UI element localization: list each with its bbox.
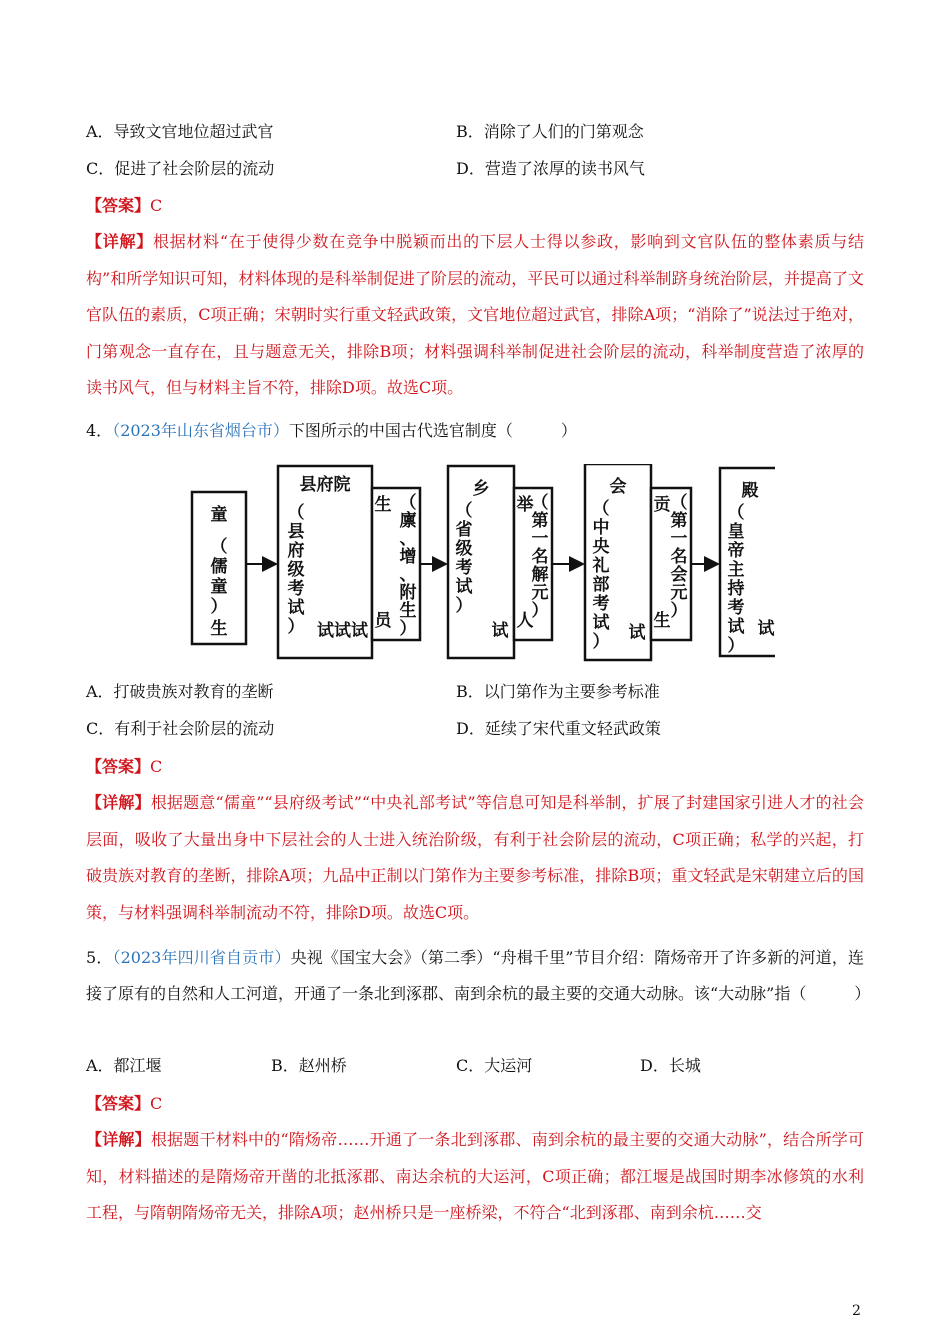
- result-sub-label: 第: [531, 511, 549, 531]
- box-sub-label: 儒: [210, 557, 228, 577]
- result-end-label: 生: [653, 611, 671, 631]
- result-sub-label: 廪: [399, 511, 417, 531]
- result-sub-label: 增: [399, 547, 417, 567]
- q5-option-c: C．大运河: [456, 1056, 533, 1075]
- q5-option-b: B．赵州桥: [271, 1056, 347, 1075]
- box-sub-label: ）: [287, 617, 305, 637]
- answer-tag: 【答案】: [86, 1094, 151, 1113]
- result-sub-label: 附: [399, 583, 417, 603]
- result-sub-label: 生: [399, 601, 417, 621]
- box-sub-label: 考: [727, 598, 745, 618]
- detail-text: 根据题干材料中的“隋炀帝……开通了一条北到涿郡、南到余杭的最主要的交通大动脉”，结合所学可知，材料描述的是隋炀帝开凿的北抵涿郡、南达余杭的大运河，C项正确；都江堰是战国时期李冰修筑的水利工程，与隋朝隋炀帝无关，排除A项；赵州桥只是一座桥梁，不符合“北到涿郡、南到余杭……交: [86, 1130, 864, 1222]
- box-sub-label: ）: [455, 596, 473, 616]
- answer-tag: 【答案】: [86, 196, 151, 215]
- result-sub-label: ）: [531, 601, 549, 621]
- box-sub-label: 试: [592, 613, 610, 633]
- box-sub-label: 考: [592, 594, 610, 614]
- result-end-label: 人: [516, 611, 534, 631]
- box-main-label: 殿: [741, 481, 759, 501]
- q3-answer: [86, 196, 162, 216]
- result-sub-label: 解: [531, 565, 549, 585]
- q5-answer: [86, 1094, 162, 1114]
- q5-number: 5．: [86, 948, 113, 967]
- result-sub-label: （: [670, 493, 688, 513]
- q4-stem-text: 下图所示的中国古代选官制度（ ）: [288, 421, 577, 440]
- result-main-label: 生: [374, 495, 392, 515]
- q4-option-a: A．打破贵族对教育的垄断: [86, 682, 274, 701]
- box-sub-label: （: [727, 503, 745, 523]
- result-main-label: 贡: [653, 495, 671, 515]
- answer-value: C: [150, 757, 163, 776]
- result-sub-label: （: [399, 493, 417, 513]
- result-sub-label: 元: [531, 583, 549, 603]
- box-sub-label: 试: [287, 598, 305, 618]
- box-end-label: 试: [491, 621, 509, 641]
- result-sub-label: ）: [399, 619, 417, 639]
- result-sub-label: ）: [670, 601, 688, 621]
- box-sub-label: 礼: [592, 556, 610, 576]
- result-sub-label: 一: [670, 529, 688, 549]
- box-sub-label: 级: [287, 560, 305, 580]
- result-sub-label: 一: [531, 529, 549, 549]
- answer-value: C: [150, 196, 163, 215]
- box-sub-label: 府: [287, 541, 305, 561]
- box-end-label: 试试试: [317, 621, 368, 641]
- box-sub-label: 持: [727, 579, 745, 599]
- answer-tag: 【答案】: [86, 757, 151, 776]
- result-sub-label: 、: [399, 565, 417, 585]
- box-sub-label: （: [455, 501, 473, 521]
- box-sub-label: 中: [592, 518, 610, 538]
- detail-tag: 【详解】: [86, 232, 153, 251]
- result-sub-label: 会: [670, 565, 688, 585]
- box-main-label: 县府院: [299, 475, 351, 495]
- q4-detail: [86, 785, 864, 931]
- q4-source: （2023年山东省烟台市）: [112, 421, 289, 440]
- box-main-label: 会: [609, 477, 627, 497]
- q4-number: 4．: [86, 421, 113, 440]
- q5-source: （2023年四川省自贡市）: [112, 948, 291, 967]
- detail-text: 根据题意“儒童”“县府级考试”“中央礼部考试”等信息可知是科举制，扩展了封建国家引进人才的社会层面，吸收了大量出身中下层社会的人士进入统治阶级，有利于社会阶层的流动，C项正确；私学的兴起，打破贵族对教育的垄断，排除A项；九品中正制以门第作为主要参考标准，排除B项；重文轻武是宋朝建立后的国策，与材料强调科举制流动不符，排除D项。故选C项。: [86, 793, 864, 922]
- q3-option-c: C．促进了社会阶层的流动: [86, 159, 275, 178]
- q3-option-d: D．营造了浓厚的读书风气: [456, 159, 645, 178]
- q3-option-b: B．消除了人们的门第观念: [456, 122, 644, 141]
- box-sub-label: 央: [592, 537, 610, 557]
- box-sub-label: ）: [210, 597, 228, 617]
- imperial-exam-flow-diagram: [190, 464, 775, 664]
- box-sub-label: 省: [455, 520, 473, 540]
- page-number: 2: [852, 1303, 861, 1319]
- box-end-label: 生: [210, 619, 228, 639]
- box-sub-label: ）: [727, 636, 745, 656]
- box-sub-label: 县: [287, 522, 305, 542]
- box-sub-label: （: [592, 499, 610, 519]
- box-sub-label: 帝: [727, 541, 745, 561]
- detail-tag: 【详解】: [86, 793, 151, 812]
- detail-tag: 【详解】: [86, 1130, 151, 1149]
- q5-stem: [86, 940, 871, 1012]
- box-sub-label: 童: [210, 577, 228, 597]
- q4-option-c: C．有利于社会阶层的流动: [86, 719, 275, 738]
- box-sub-label: 考: [455, 558, 473, 578]
- box-end-label: 试: [757, 619, 775, 639]
- result-sub-label: 、: [399, 529, 417, 549]
- q5-option-a: A．都江堰: [86, 1056, 162, 1075]
- q5-stem-text: 央视《国宝大会》（第二季）“舟楫千里”节目介绍：隋炀帝开了许多新的河道，连接了原有的自然和人工河道，开通了一条北到涿郡、南到余杭的最主要的交通大动脉。该“大动脉”指（ ）: [86, 948, 871, 1003]
- result-sub-label: 名: [531, 547, 549, 567]
- result-main-label: 举: [516, 495, 534, 515]
- result-sub-label: 名: [670, 547, 688, 567]
- result-end-label: 员: [374, 611, 392, 631]
- box-end-label: 试: [628, 623, 646, 643]
- box-sub-label: 皇: [727, 522, 745, 542]
- q3-detail: [86, 224, 864, 407]
- box-sub-label: 考: [287, 579, 305, 599]
- q4-option-d: D．延续了宋代重文轻武政策: [456, 719, 661, 738]
- result-sub-label: 第: [670, 511, 688, 531]
- box-sub-label: 试: [455, 577, 473, 597]
- box-sub-label: （: [210, 537, 228, 557]
- q5-option-d: D．长城: [640, 1056, 701, 1075]
- answer-value: C: [150, 1094, 163, 1113]
- result-sub-label: 元: [670, 583, 688, 603]
- box-sub-label: ）: [592, 632, 610, 652]
- box-sub-label: （: [287, 503, 305, 523]
- box-main-label: 童: [210, 505, 228, 525]
- detail-text: 根据材料“在于使得少数在竞争中脱颖而出的下层人士得以参政，影响到文官队伍的整体素质与结构”和所学知识可知，材料体现的是科举制促进了阶层的流动，平民可以通过科举制跻身统治阶层，并提高了文官队伍的素质，C项正确；宋朝时实行重文轻武政策，文官地位超过武官，排除A项；“消除了”说法过于绝对，门第观念一直存在，且与题意无关，排除B项；材料强调科举制促进社会阶层的流动，科举制度营造了浓厚的读书风气，但与材料主旨不符，排除D项。故选C项。: [86, 232, 864, 397]
- q4-option-b: B．以门第作为主要参考标准: [456, 682, 660, 701]
- box-sub-label: 试: [727, 617, 745, 637]
- box-sub-label: 级: [455, 539, 473, 559]
- box-sub-label: 主: [727, 560, 745, 580]
- q3-option-a: A．导致文官地位超过武官: [86, 122, 274, 141]
- box-main-label: 乡: [472, 479, 490, 499]
- box-sub-label: 部: [592, 575, 610, 595]
- result-sub-label: （: [531, 493, 549, 513]
- q4-answer: [86, 757, 162, 777]
- q4-stem: [86, 421, 577, 441]
- q5-detail: [86, 1122, 864, 1232]
